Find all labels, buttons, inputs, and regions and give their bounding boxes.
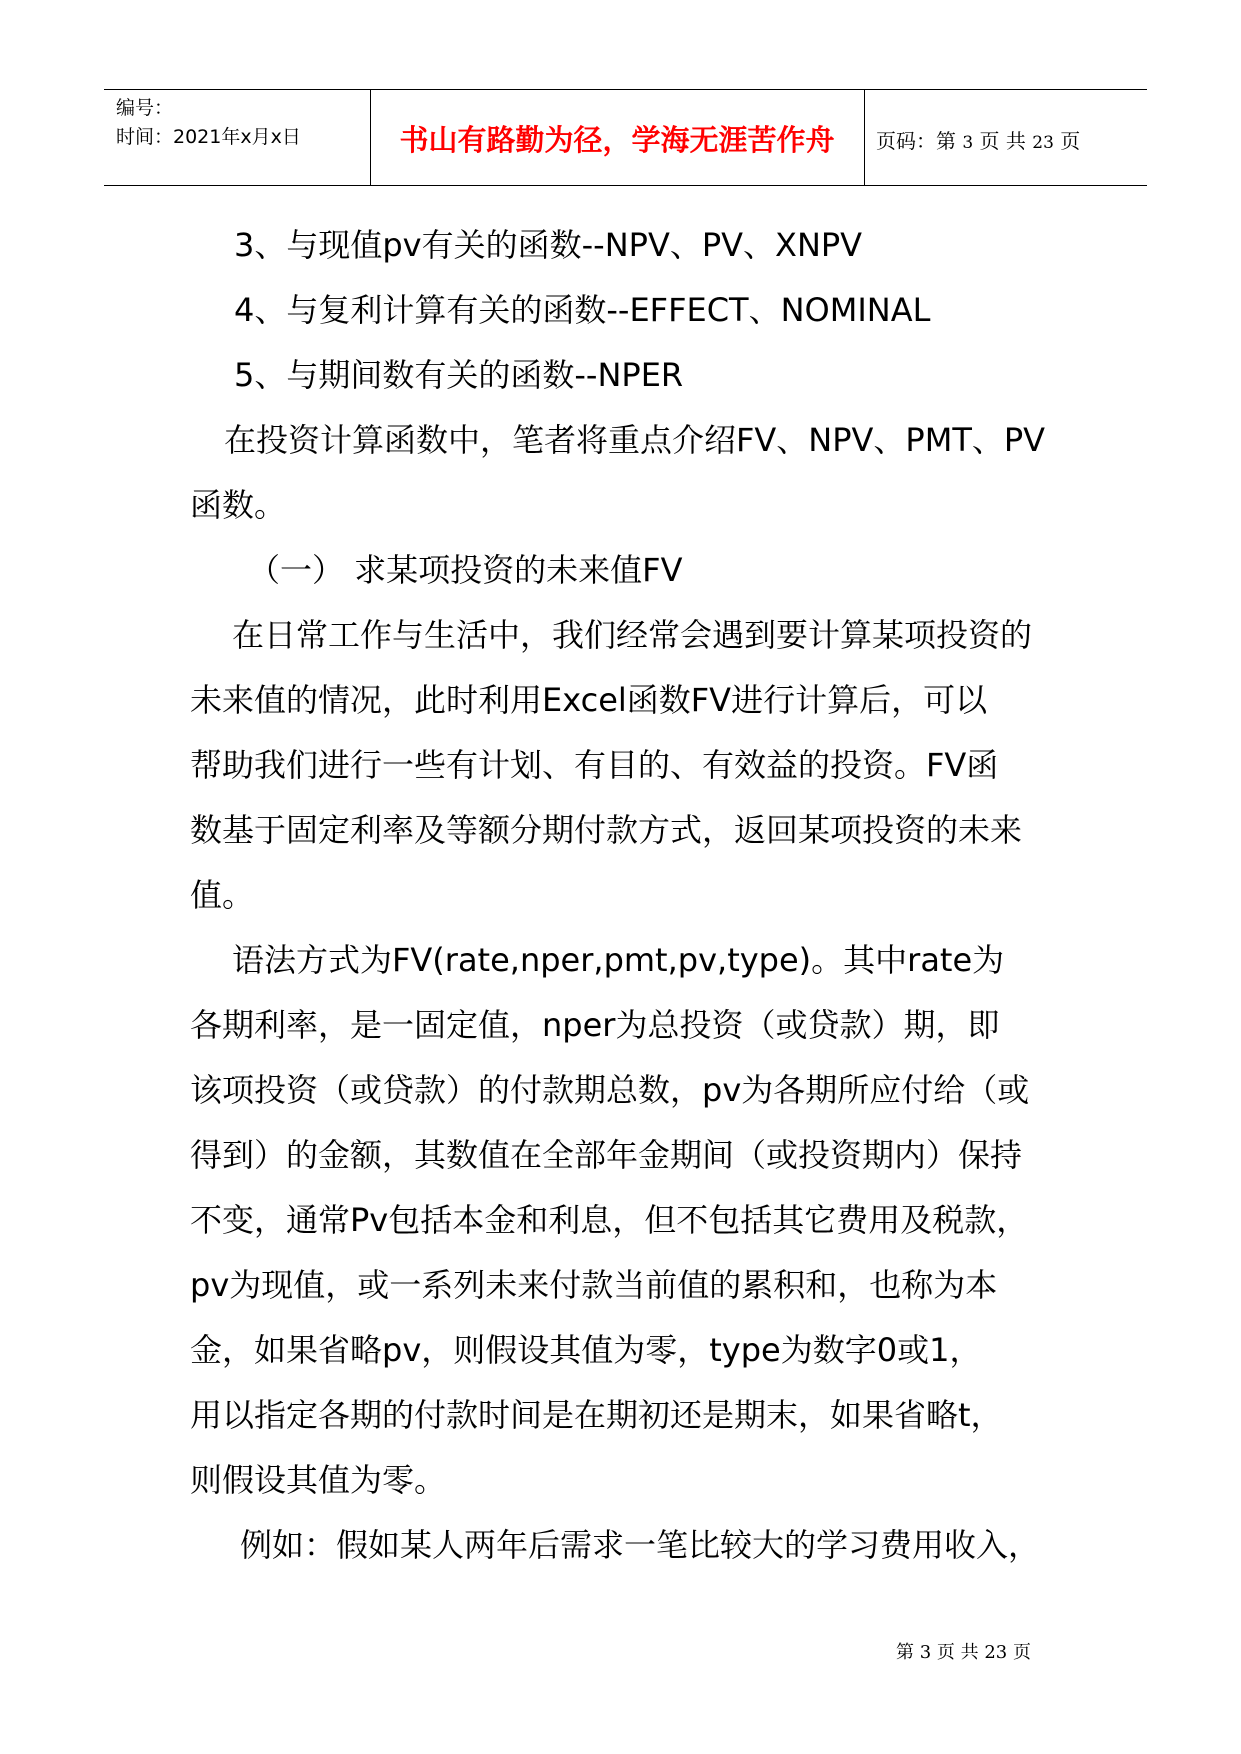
- text-line: 未来值的情况，此时利用Excel函数FV进行计算后，可以: [190, 681, 988, 719]
- page-middle: 页 共: [979, 129, 1026, 153]
- text-line: 值。: [190, 876, 255, 914]
- page-prefix: 页码：第: [876, 129, 956, 153]
- text-line: 帮助我们进行一些有计划、有目的、有效益的投资。FV函: [190, 746, 999, 784]
- text-line: 则假设其值为零。: [190, 1461, 447, 1499]
- page-header: [104, 89, 1147, 186]
- header-page-cell: [864, 90, 1147, 185]
- number-label: 编号：: [116, 97, 174, 119]
- motto: 书山有路勤为径，学海无涯苦作舟: [399, 123, 835, 157]
- text-line: 得到）的金额，其数值在全部年金期间（或投资期内）保持: [190, 1136, 1023, 1174]
- page-suffix: 页: [1060, 129, 1081, 153]
- text-line: pv为现值，或一系列未来付款当前值的累积和，也称为本: [190, 1266, 998, 1304]
- text-line: 数基于固定利率及等额分期付款方式，返回某项投资的未来: [190, 811, 1023, 849]
- header-meta-cell: [104, 90, 371, 185]
- header-motto-cell: [370, 90, 865, 185]
- text-line: 例如：假如某人两年后需求一笔比较大的学习费用收入，: [240, 1526, 1041, 1564]
- text-line: 在日常工作与生活中，我们经常会遇到要计算某项投资的: [232, 616, 1033, 654]
- page-footer: 第 3 页 共 23 页: [896, 1642, 1031, 1663]
- text-line: 在投资计算函数中，笔者将重点介绍FV、NPV、PMT、PV: [224, 421, 1046, 459]
- text-line: 用以指定各期的付款时间是在期初还是期末，如果省略t，: [190, 1396, 1003, 1434]
- page-total: 23: [1032, 133, 1054, 153]
- section-heading: （一） 求某项投资的未来值FV: [248, 551, 683, 589]
- page-number-info: [876, 125, 1080, 154]
- page-current: 3: [962, 133, 974, 153]
- text-line: 各期利率，是一固定值，nper为总投资（或贷款）期，即: [190, 1006, 1000, 1044]
- text-line: 金，如果省略pv，则假设其值为零，type为数字0或1，: [190, 1331, 982, 1369]
- text-line: 该项投资（或贷款）的付款期总数，pv为各期所应付给（或: [190, 1071, 1030, 1109]
- text-line: 函数。: [190, 486, 287, 524]
- text-line: 3、与现值pv有关的函数--NPV、PV、XNPV: [234, 226, 863, 264]
- text-line: 5、与期间数有关的函数--NPER: [234, 356, 684, 394]
- text-line: 语法方式为FV(rate,nper,pmt,pv,type)。其中rate为: [232, 941, 1005, 979]
- time-label: 时间：2021年x月x日: [116, 126, 301, 148]
- text-line: 不变，通常Pv包括本金和利息，但不包括其它费用及税款，: [190, 1201, 1029, 1239]
- text-line: 4、与复利计算有关的函数--EFFECT、NOMINAL: [234, 291, 931, 329]
